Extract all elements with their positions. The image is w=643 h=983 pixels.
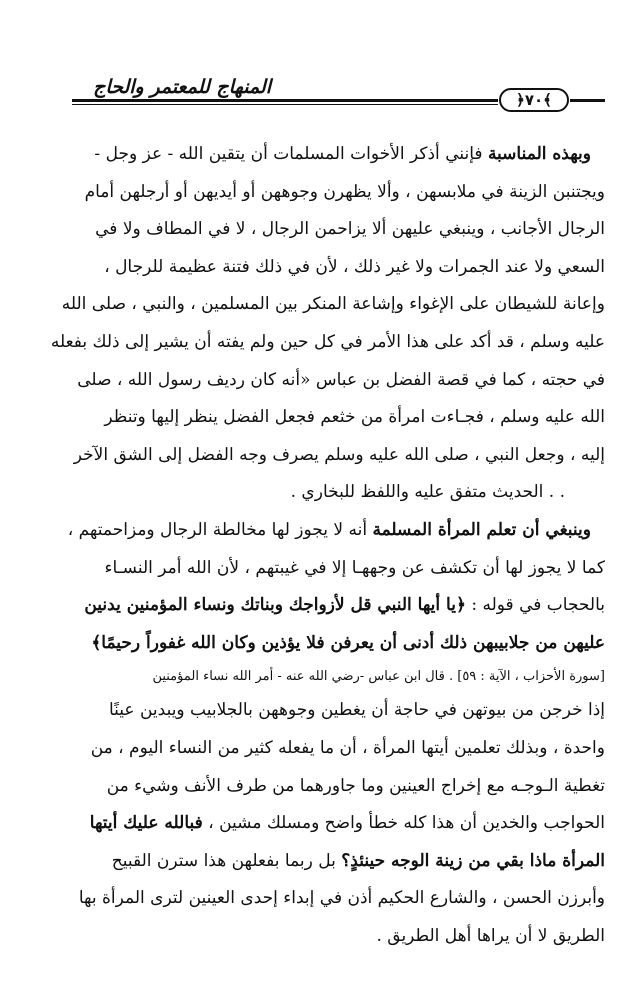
- header-rule-right: [570, 99, 605, 102]
- lead-phrase: وبهذه المناسبة: [487, 144, 591, 164]
- text-line: عليه وسلم ، قد أكد على هذا الأمر في كل حين ولم يفته أن يشير إلى ذلك بفعله: [50, 331, 605, 352]
- text-line: الرجال الأجانب ، وينبغي عليهن ألا يزاحمن الرجال ، لا في المطاف ولا في: [95, 219, 605, 240]
- quran-verse: ﴿يا أيها النبي قل لأزواجك وبناتك ونساء المؤمنين يدنين: [84, 595, 466, 616]
- running-title: المنهاج للمعتمر والحاج: [93, 76, 271, 98]
- line-text: أنه لا يجوز لها مخالطة الرجال ومزاحمتهم ،: [67, 519, 373, 540]
- text-line: إذا خرجن من بيوتهن في حاجة أن يغطين وجوههن بالجلابيب ويبدين عينًا: [108, 700, 605, 721]
- text-line: [40, 805, 605, 843]
- verse-citation-line: [سورة الأحزاب ، الآية : ٥٩] . قال ابن عباس -رضي الله عنه - أمر الله نساء المؤمنين: [152, 669, 605, 685]
- line-text: الحواجب والخدين أن هذا كله خطأ واضح ومسلك مشين ،: [202, 813, 605, 834]
- body-text: [40, 136, 605, 955]
- text-line: [40, 587, 605, 625]
- header-rule-thin: [72, 104, 498, 105]
- text-line: وإعانة للشيطان على الإغواء وإشاعة المنكر بين المسلمين ، والنبي ، صلى الله: [61, 294, 605, 315]
- text-line: . . الحديث متفق عليه واللفظ للبخاري .: [290, 482, 565, 503]
- text-line: الطريق لا أن يراها أهل الطريق .: [376, 925, 605, 946]
- line-text: فإنني أذكر الأخوات المسلمات أن يتقين الله - عز وجل -: [94, 144, 488, 164]
- text-line: الله عليه وسلم ، فجـاءت امرأة من خثعم فجعل الفضل ينظر إليها وتنظر: [104, 407, 605, 428]
- header-rule: [72, 99, 498, 102]
- lead-phrase: وينبغي أن تعلم المرأة المسلمة: [372, 519, 591, 540]
- page-number: ﴿٧٠﴾: [499, 88, 569, 112]
- text-line: [40, 512, 605, 550]
- quran-verse-line: عليهن من جلابيبهن ذلك أدنى أن يعرفن فلا يؤذين وكان الله غفوراً رحيمًا﴾: [91, 632, 605, 653]
- text-line: في حجته ، كما في قصة الفضل بن عباس «أنه كان رديف رسول الله ، صلى: [77, 369, 605, 390]
- text-line: كما لا يجوز لها أن تكشف عن وجههـا إلا في غيبتهم ، لأن الله أمر النسـاء: [104, 557, 605, 578]
- emphasis-phrase: المرأة ماذا بقي من زينة الوجه حينئذٍ؟: [341, 850, 605, 871]
- text-line: السعي ولا عند الجمرات ولا غير ذلك ، لأن في ذلك فتنة عظيمة للرجال ،: [104, 256, 605, 277]
- text-line: [40, 136, 605, 174]
- text-line: ويجتنبن الزينة في ملابسهن ، وألا يظهرن وجوههن أو أيديهن أو أرجلهن أمام: [84, 181, 605, 202]
- text-line: تغطية الـوجـه مع إخراج العينين وما جاورهما من طرف الأنف وشيء من: [106, 775, 605, 796]
- line-text: بالحجاب في قوله :: [465, 595, 605, 616]
- text-line: واحدة ، وبذلك تعلمين أيتها المرأة ، أن ما يفعله كثير من النساء اليوم ، من: [90, 737, 605, 758]
- line-text: بل ربما بفعلهن هذا سترن القبيح: [111, 850, 342, 871]
- emphasis-phrase: فبالله عليك أيتها: [89, 813, 203, 834]
- text-line: وأبرزن الحسن ، والشارع الحكيم أذن في إبداء إحدى العينين لترى المرأة بها: [78, 888, 605, 909]
- text-line: إليه ، وجعل النبي ، صلى الله عليه وسلم يصرف وجه الفضل إلى الشق الآخر: [73, 444, 605, 465]
- text-line: [40, 843, 605, 881]
